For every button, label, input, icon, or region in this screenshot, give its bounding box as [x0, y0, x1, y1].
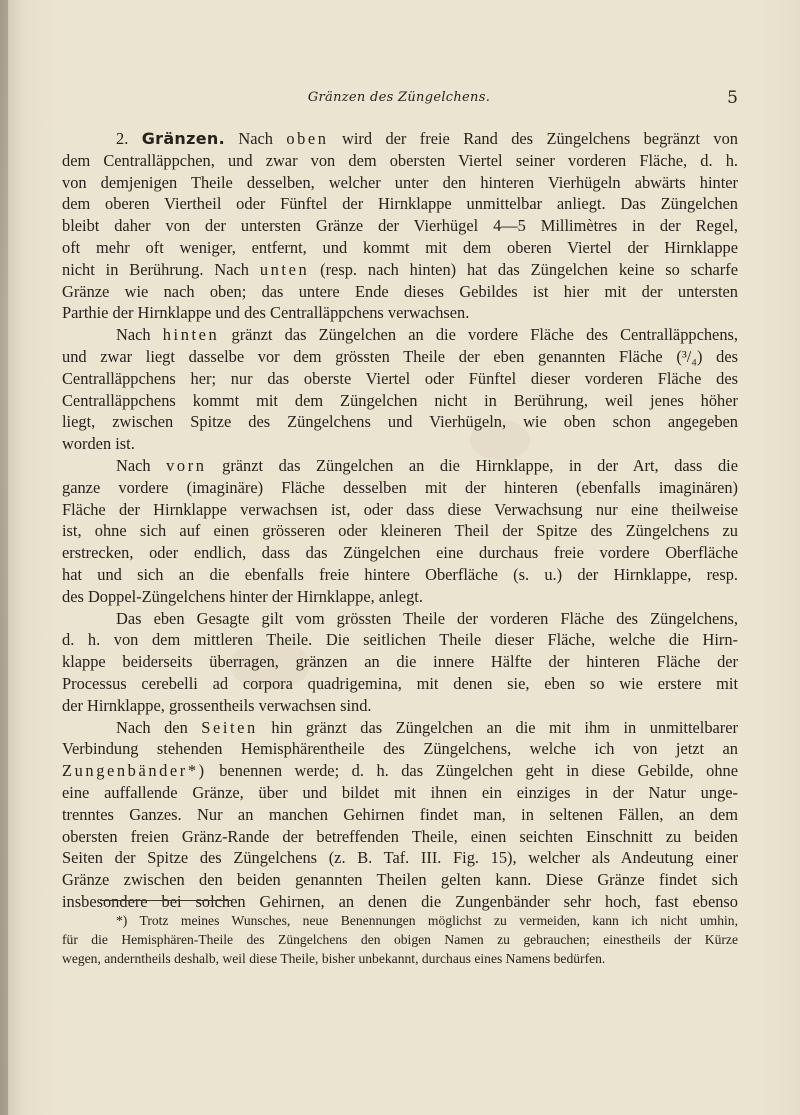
- text-line: [62, 302, 738, 324]
- text-line: [62, 564, 738, 586]
- text-run: ist, ohne sich auf einen grösseren oder kleineren Theil der Spitze des Züngelchens zu: [62, 521, 738, 541]
- text-line: [62, 368, 738, 390]
- text-run: dem Centralläppchen, und zwar von dem obersten Viertel seiner vorderen Fläche, d. h.: [62, 150, 738, 170]
- text-line: [62, 651, 738, 673]
- text-run: und zwar liegt dasselbe vor dem grössten Theile der eben genannten Fläche (³/₄) des: [62, 346, 738, 366]
- text-line: [62, 869, 738, 891]
- text-run: Das eben Gesagte gilt vom grössten Theile der vorderen Fläche des Züngelchens,: [116, 608, 738, 628]
- text-line: [62, 346, 738, 368]
- section-heading: Gränzen.: [141, 129, 225, 148]
- text-run: wegen, anderntheils deshalb, weil diese Theile, bisher unbekannt, durchaus eines Namens bedürfen.: [62, 951, 606, 966]
- main-text: [62, 128, 738, 913]
- emphasized-word: Seiten: [201, 717, 258, 737]
- text-line: [62, 542, 738, 564]
- text-run: Nach: [116, 325, 163, 345]
- text-line: [62, 433, 738, 455]
- text-run: Processus cerebelli ad corpora quadrigemina, mit denen sie, eben so wie erstere mit: [62, 673, 738, 693]
- text-line: [62, 586, 738, 608]
- text-run: obersten freien Gränz-Rande der betreffenden Theile, einen seichten Einschnitt zu beiden: [62, 826, 738, 846]
- text-run: für die Hemisphären-Theile des Züngelchens den obigen Namen zu gebrauchen; einestheils der Kürze: [62, 932, 738, 947]
- text-run: des Doppel-Züngelchens hinter der Hirnklappe, anlegt.: [62, 586, 423, 606]
- footnote: [62, 911, 738, 968]
- text-run: klappe beiderseits überragen, gränzen an die innere Hälfte der hinteren Fläche der: [62, 652, 738, 672]
- page-header: [60, 88, 738, 112]
- emphasized-word: unten: [259, 259, 310, 279]
- text-run: Verbindung stehenden Hemisphärentheile des Züngelchens, welche ich von jetzt an: [62, 739, 738, 759]
- text-line: [62, 150, 738, 172]
- text-run: d. h. von dem mittleren Theile. Die seitlichen Theile dieser Fläche, welche die Hirn-: [62, 630, 738, 650]
- text-run: benennen werde; d. h. das Züngelchen geht in diese Gebilde, ohne: [206, 761, 738, 781]
- text-run: oft mehr oft weniger, entfernt, und kommt mit dem oberen Viertel der Hirnklappe: [62, 237, 738, 257]
- text-line: [62, 738, 738, 760]
- text-line: [62, 411, 738, 433]
- text-line: [62, 215, 738, 237]
- text-line: [62, 695, 738, 717]
- text-run: *) Trotz meines Wunsches, neue Benennungen möglichst zu vermeiden, kann ich nicht umhin,: [116, 913, 738, 928]
- text-line: [62, 455, 738, 477]
- text-run: hin gränzt das Züngelchen an die mit ihm in unmittelbarer: [257, 717, 738, 737]
- text-line: [62, 237, 738, 259]
- footnote-separator: [100, 900, 232, 901]
- emphasized-word: Zungenbänder*): [62, 761, 207, 781]
- text-line: [62, 760, 738, 782]
- text-line: [62, 847, 738, 869]
- section-number: 2.: [116, 129, 142, 148]
- text-run: erstrecken, oder endlich, dass das Züngelchen eine durchaus freie vordere Oberfläche: [62, 543, 738, 563]
- text-line: [62, 629, 738, 651]
- text-line: [62, 193, 738, 215]
- text-run: Centralläppchens her; nur das oberste Viertel oder Fünftel dieser vorderen Fläche des: [62, 368, 738, 388]
- text-line: [62, 826, 738, 848]
- text-run: (resp. nach hinten) hat das Züngelchen keine so scharfe: [309, 259, 739, 279]
- text-line: [62, 673, 738, 695]
- text-line: [62, 804, 738, 826]
- running-title: Gränzen des Züngelchens.: [307, 90, 491, 105]
- text-run: der Hirnklappe, grossentheils verwachsen sind.: [62, 695, 372, 715]
- text-line: [62, 172, 738, 194]
- text-run: Nach: [224, 129, 287, 148]
- text-run: Gränze zwischen den beiden genannten Theilen gelten kann. Diese Gränze findet sich: [62, 870, 738, 890]
- text-run: gränzt das Züngelchen an die Hirnklappe, in der Art, dass die: [206, 455, 738, 475]
- text-line: [62, 128, 738, 150]
- page-number: 5: [727, 88, 738, 108]
- text-line: [62, 499, 738, 521]
- page-binding-edge: [0, 0, 8, 1115]
- text-line: [62, 608, 738, 630]
- text-run: Nach: [116, 455, 167, 475]
- text-run: eine auffallende Gränze, über und bildet mit ihnen ein einziges in der Natur unge-: [62, 782, 738, 802]
- text-line: [62, 390, 738, 412]
- text-run: dem oberen Viertheil oder Fünftel der Hirnklappe unmittelbar anliegt. Das Züngelchen: [62, 194, 738, 214]
- text-run: insbesondere bei solchen Gehirnen, an denen die Zungenbänder sehr hoch, fast ebenso: [62, 891, 738, 911]
- text-line: [62, 930, 738, 949]
- text-run: Gränze wie nach oben; das untere Ende dieses Gebildes ist hier mit der untersten: [62, 281, 738, 301]
- text-run: bleibt daher von der untersten Gränze der Vierhügel 4—5 Millimètres in der Regel,: [62, 216, 738, 236]
- text-line: [62, 477, 738, 499]
- text-run: gränzt das Züngelchen an die vordere Fläche des Centralläppchens,: [219, 325, 739, 345]
- text-run: trenntes Ganzes. Nur an manchen Gehirnen findet man, in seltenen Fällen, an dem: [62, 804, 738, 824]
- text-run: von demjenigen Theile desselben, welcher unter den hinteren Vierhügeln abwärts hinter: [62, 172, 738, 192]
- text-line: [62, 949, 738, 968]
- text-run: liegt, zwischen Spitze des Züngelchens und Vierhügeln, wie oben schon angegeben: [62, 412, 738, 432]
- text-run: hat und sich an die ebenfalls freie hintere Oberfläche (s. u.) der Hirnklappe, resp.: [62, 564, 738, 584]
- text-run: ganze vordere (imaginäre) Fläche desselben mit der hinteren (ebenfalls imaginären): [62, 477, 738, 497]
- emphasized-word: oben: [286, 129, 329, 148]
- emphasized-word: vorn: [166, 455, 207, 475]
- text-run: worden ist.: [62, 434, 135, 454]
- text-line: [62, 911, 738, 930]
- text-run: wird der freie Rand des Züngelchens begränzt von: [328, 129, 739, 148]
- emphasized-word: hinten: [162, 325, 220, 345]
- text-run: Fläche der Hirnklappe verwachsen ist, oder dass diese Verwachsung nur eine theilweise: [62, 499, 738, 519]
- text-line: [62, 281, 738, 303]
- text-run: nicht in Berührung. Nach: [62, 259, 260, 279]
- text-run: Parthie der Hirnklappe und des Centralläppchens verwachsen.: [62, 303, 470, 323]
- text-line: [62, 782, 738, 804]
- text-run: Seiten der Spitze des Züngelchens (z. B. Taf. III. Fig. 15), welcher als Andeutung einer: [62, 848, 738, 868]
- text-run: Nach den: [116, 717, 202, 737]
- text-line: [62, 324, 738, 346]
- text-line: [62, 520, 738, 542]
- text-line: [62, 717, 738, 739]
- text-line: [62, 259, 738, 281]
- text-line: [62, 891, 738, 913]
- text-run: Centralläppchens kommt mit dem Züngelchen nicht in Berührung, weil jenes höher: [62, 390, 738, 410]
